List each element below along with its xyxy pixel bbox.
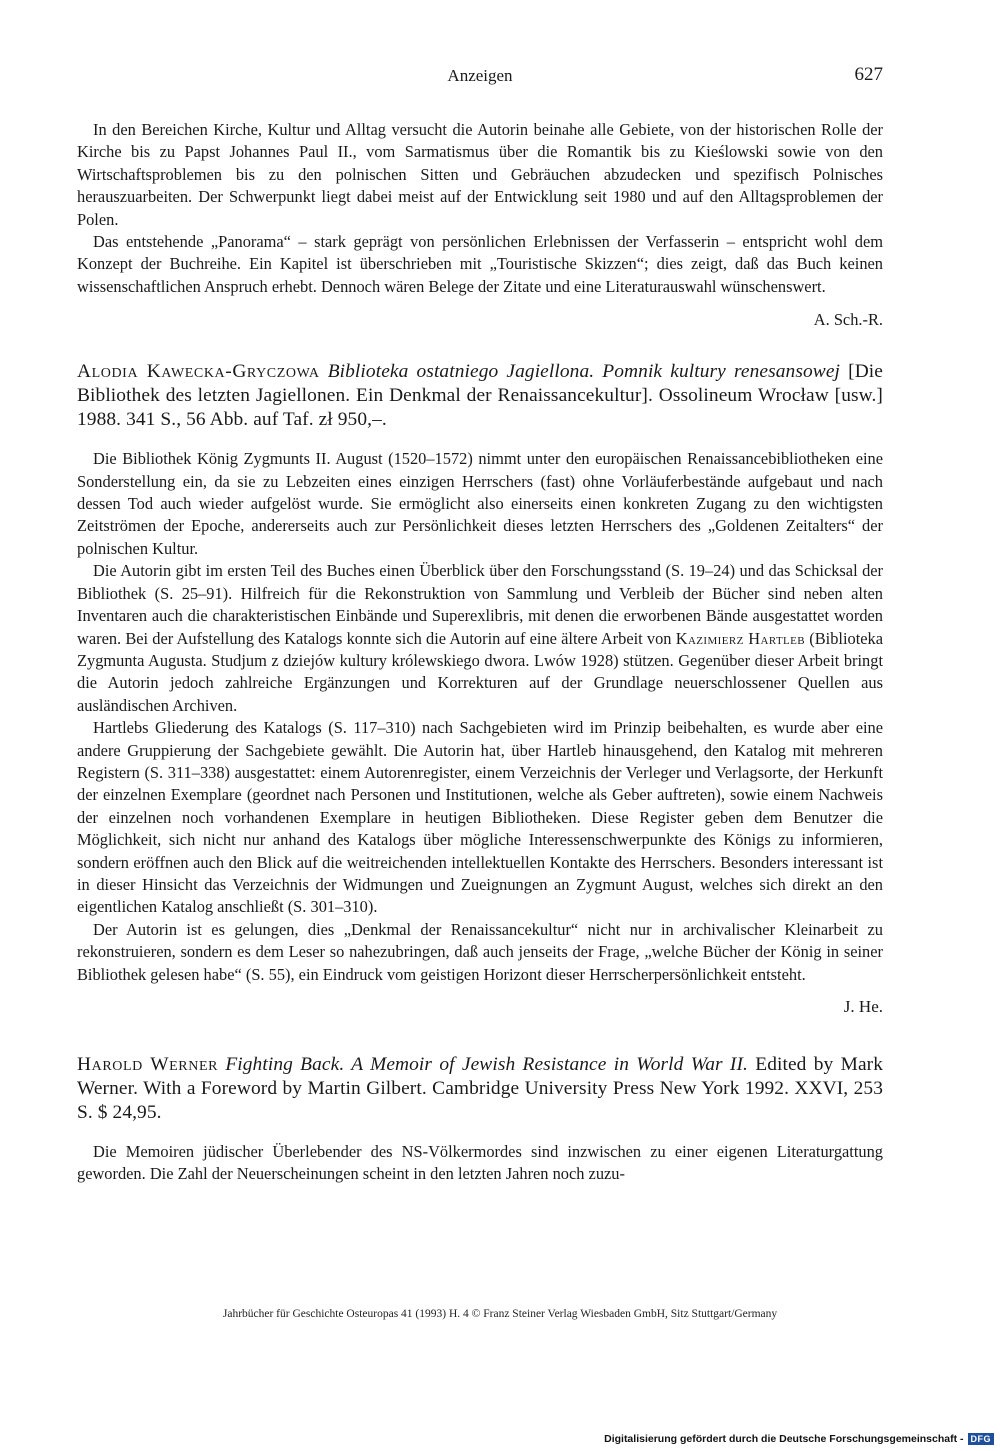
review1-signature: A. Sch.-R.	[813, 310, 883, 330]
review3-title: Fighting Back. A Memoir of Jewish Resistance in World War II.	[225, 1054, 748, 1075]
running-header-title: Anzeigen	[447, 66, 513, 85]
digitization-note: Digitalisierung gefördert durch die Deutsche Forschungsgemeinschaft -	[604, 1433, 964, 1445]
review2-author: Alodia Kawecka-Gryczowa	[77, 361, 320, 383]
journal-citation-footer: Jahrbücher für Geschichte Osteuropas 41 (1993) H. 4 © Franz Steiner Verlag Wiesbaden GmbH, Sitz Stuttgart/Germany	[222, 1308, 778, 1320]
review2-heading	[77, 360, 883, 432]
dfg-logo: DFG	[968, 1433, 995, 1445]
review2-signature: J. He.	[843, 997, 883, 1016]
review2-paragraph-2-start: Die Autorin gibt im ersten Teil des Buches einen Überblick über den Forschungsstand (S. 19–24) und das Schicksal der Bibliothek (S. 25–91). Hilfreich für die Rekonstruktion von Sammlung und Verbleib der Bücher sind neben alten Inventaren auch die charakteristischen Einbände und Superexlibris, mit denen die erworbenen Bände ausgestattet worden waren. Bei der Aufstellung des Katalogs konnte sich die Autorin auf eine ältere Arbeit von	[77, 561, 883, 648]
review3-details: Edited by Mark Werner. With a Foreword by Martin Gilbert. Cambridge University Press New York 1992. XXVI, 253 S. $ 24,95.	[77, 1054, 884, 1123]
review2-paragraph-4: Der Autorin ist es gelungen, dies „Denkmal der Renaissancekultur“ nicht nur in archivalischer Kleinarbeit zu rekonstruieren, sondern es dem Leser so nahezubringen, daß auch jenseits der Frage, „welche Bücher der König in seiner Bibliothek gelesen habe“ (S. 55), ein Eindruck vom geistigen Horizont dieser Herrscherpersönlichkeit entsteht.	[77, 919, 883, 984]
review1-paragraph-2: Das entstehende „Panorama“ – stark geprägt von persönlichen Erlebnissen der Verfasserin – entspricht wohl dem Konzept der Buchreihe. Ein Kapitel ist überschrieben mit „Touristische Skizzen“; dies zeigt, daß das Buch keinen wissenschaftlichen Anspruch erhebt. Dennoch wären Belege der Zitate und eine Literaturauswahl wünschenswert.	[77, 232, 883, 296]
review2-paragraph-2	[77, 560, 883, 717]
running-header	[77, 62, 883, 92]
review2-paragraph-2-end: (Biblioteka Zygmunta Augusta. Studjum z dziejów kultury królewskiego dwora. Lwów 1928) stützen. Gegenüber dieser Arbeit bringt die Autorin jedoch zahlreiche Ergänzungen und Korrekturen auf der Grundlage neuerschlossener Quellen aus ausländischen Archiven.	[77, 628, 883, 715]
review2-details: [Die Bibliothek des letzten Jagiellonen. Ein Denkmal der Renaissancekultur]. Ossolineum Wrocław [usw.] 1988. 341 S., 56 Abb. auf Taf. zł 950,–.	[77, 361, 883, 431]
page-content	[77, 62, 883, 1186]
review2-cited-author: Kazimierz Hartleb	[675, 628, 806, 648]
page-number: 627	[854, 64, 883, 85]
review3-heading	[77, 1053, 883, 1125]
review3-author: Harold Werner	[77, 1054, 219, 1075]
review2-paragraph-3: Hartlebs Gliederung des Katalogs (S. 117–310) nach Sachgebieten wird im Prinzip beibehalten, es wurde aber eine andere Gruppierung der Sachgebiete gewählt. Die Autorin hat, über Hartleb hinausgehend, den Katalog mit mehreren Registern (S. 311–338) ausgestattet: einem Autorenregister, einem Verzeichnis der Verleger und Verlagsorte, der Herkunft der einzelnen Exemplare (geordnet nach Personen und Institutionen, welche als Geber auftreten), sowie einem Nachweis der einzelnen noch vorhandenen Exemplare in heutigen Bibliotheken. Diese Register geben dem Benutzer die Möglichkeit, sich nicht nur anhand des Katalogs über mögliche Interessenschwerpunkte des Königs zu informieren, sondern eröffnen auch den Blick auf die weitreichenden intellektuellen Kontakte des Herrschers. Besonders interessant ist in dieser Hinsicht das Verzeichnis der Widmungen und Zueignungen an Zygmunt August, welches sich direkt an den eigentlichen Katalog anschließt (S. 301–310).	[77, 718, 883, 917]
review2-title: Biblioteka ostatniego Jagiellona. Pomnik kultury renesansowej	[327, 361, 841, 383]
digitization-credit	[604, 1432, 994, 1446]
review3-paragraph-1: Die Memoiren jüdischer Überlebender des NS-Völkermordes sind inzwischen zu einer eigenen Literaturgattung geworden. Die Zahl der Neuerscheinungen scheint in den letzten Jahren noch zuzu-	[77, 1142, 883, 1184]
review2-paragraph-1: Die Bibliothek König Zygmunts II. August (1520–1572) nimmt unter den europäischen Renaissancebibliotheken eine Sonderstellung ein, da sie zu Lebzeiten eines einzigen Herrschers (fast) ohne Vorläuferbestände aufgebaut und nach dessen Tod auch wieder aufgelöst wurde. Sie ermöglicht also einerseits einen konkreten Zugang zu den wichtigsten Zeitströmen der Epoche, andererseits auch zur Persönlichkeit dieses letzten Herrschers des „Goldenen Zeitalters“ der polnischen Kultur.	[77, 449, 883, 558]
review1-paragraph-1: In den Bereichen Kirche, Kultur und Alltag versucht die Autorin beinahe alle Gebiete, von der historischen Rolle der Kirche bis zu Papst Johannes Paul II., vom Sarmatismus über die Romantik bis zu Kieślowski sowie von den Wirtschaftsproblemen bis zu den polnischen Sitten und Gebräuchen abzudecken und spezifisch Polnisches herauszuarbeiten. Der Schwerpunkt liegt dabei meist auf der Entwicklung seit 1980 und auf den Alltagsproblemen der Polen.	[77, 120, 883, 229]
